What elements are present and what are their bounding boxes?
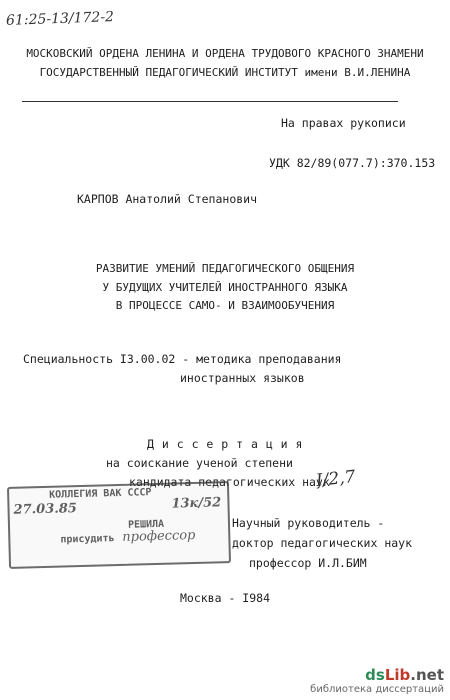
city-year: Москва - I984 bbox=[179, 591, 270, 605]
handwritten-note: I/2,7 bbox=[315, 466, 357, 492]
specialty-line-2: иностранных языков bbox=[180, 371, 305, 385]
title-line-1: РАЗВИТИЕ УМЕНИЙ ПЕДАГОГИЧЕСКОГО ОБЩЕНИЯ bbox=[95, 262, 355, 275]
title-line-3: В ПРОЦЕССЕ САМО- И ВЗАИМООБУЧЕНИЯ bbox=[115, 299, 335, 312]
header-divider bbox=[22, 101, 398, 102]
institution-line-2: ГОСУДАРСТВЕННЫЙ ПЕДАГОГИЧЕСКИЙ ИНСТИТУТ имени В.И.ЛЕНИНА bbox=[39, 66, 411, 79]
supervisor-line-1: Научный руководитель - bbox=[232, 516, 385, 530]
title-line-2: У БУДУЩИХ УЧИТЕЛЕЙ ИНОСТРАННОГО ЯЗЫКА bbox=[102, 281, 348, 294]
institution-line-1: МОСКОВСКИЙ ОРДЕНА ЛЕНИНА И ОРДЕНА ТРУДОВОГО КРАСНОГО ЗНАМЕНИ bbox=[26, 47, 424, 60]
manuscript-rights: На правах рукописи bbox=[281, 116, 406, 130]
handwritten-reference: 61:25-13/172-2 bbox=[5, 9, 115, 29]
udc-code: УДК 82/89(077.7):370.153 bbox=[269, 156, 436, 170]
stamp-code: 13к/52 bbox=[171, 495, 222, 512]
dissertation-line-2: кандидата педагогических наук bbox=[129, 475, 330, 489]
stamp-line-3: РЕШИЛА bbox=[127, 518, 165, 531]
stamp-date: 27.03.85 bbox=[13, 501, 78, 518]
dslib-logo: dsLib.net bbox=[365, 666, 444, 684]
dissertation-line-1: на соискание ученой степени bbox=[106, 456, 293, 470]
supervisor-line-2: доктор педагогических наук bbox=[232, 536, 413, 550]
approval-stamp bbox=[7, 481, 231, 569]
dslib-watermark bbox=[310, 667, 444, 696]
stamp-line-1: КОЛЛЕГИЯ ВАК СССР bbox=[49, 487, 152, 501]
dslib-caption: библиотека диссертаций bbox=[310, 684, 444, 695]
supervisor-line-3: профессор И.Л.БИМ bbox=[249, 556, 367, 570]
stamp-handwritten-sign: профессор bbox=[122, 528, 196, 545]
dissertation-heading: Д и с с е р т а ц и я bbox=[147, 437, 303, 451]
specialty-line-1: Специальность I3.00.02 - методика преподавания bbox=[23, 352, 342, 366]
author-name: КАРПОВ Анатолий Степанович bbox=[77, 192, 258, 206]
stamp-line-4: присудить bbox=[60, 533, 115, 546]
